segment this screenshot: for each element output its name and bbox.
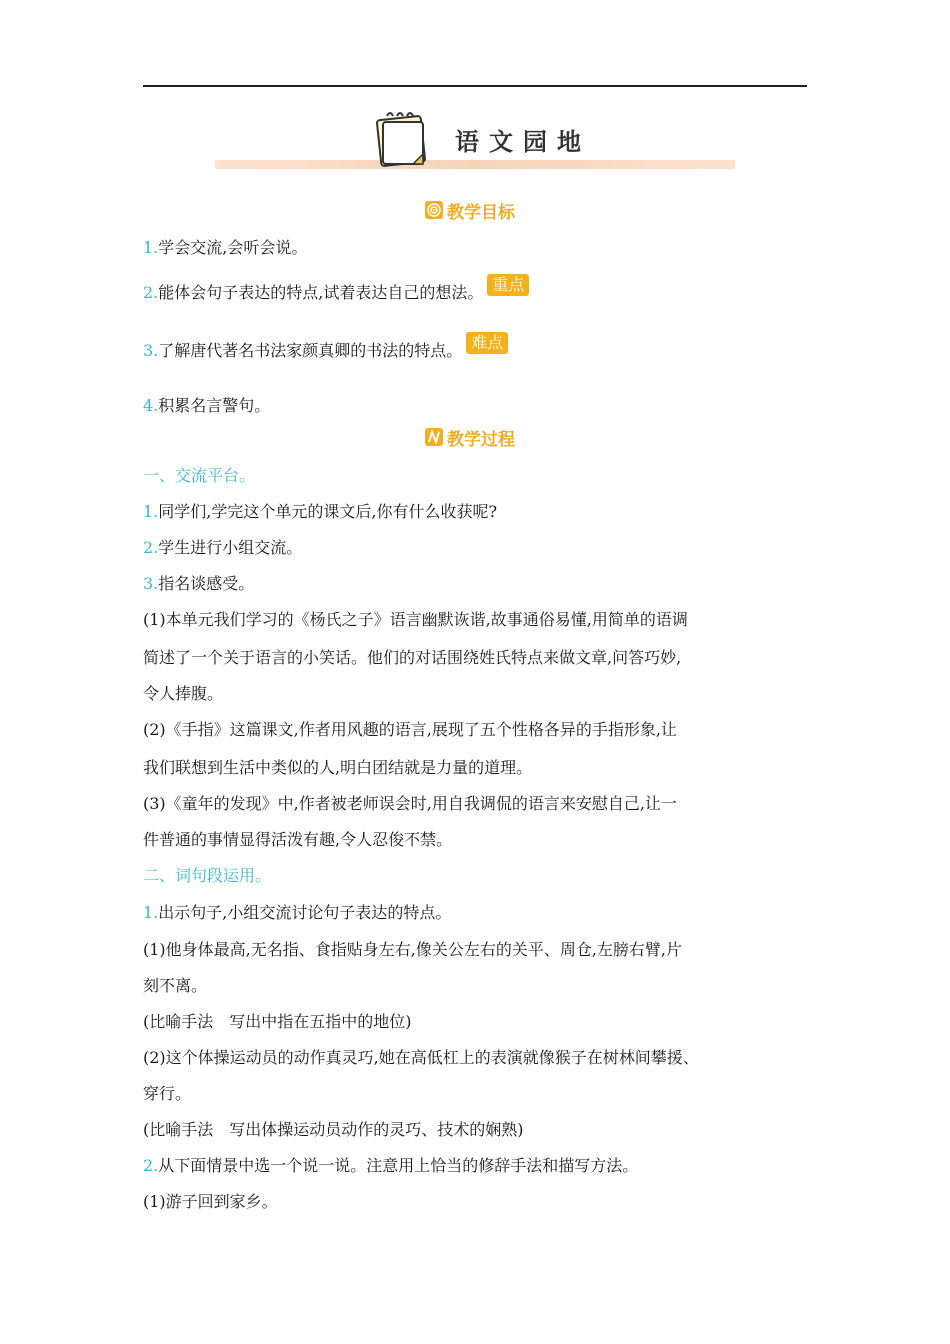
key-point-badge: 重点 <box>487 274 529 296</box>
part2-q2: 2.从下面情景中选一个说一说。注意用上恰当的修辞手法和描写方法。 <box>143 1156 639 1175</box>
goal-item-3: 3.了解唐代著名书法家颜真卿的书法的特点。 难点 <box>143 340 508 362</box>
goal-item-1: 1.学会交流,会听会说。 <box>143 238 308 257</box>
part1-title: 一、交流平台。 <box>143 466 256 485</box>
part2-s2-line2: 穿行。 <box>143 1084 192 1103</box>
part1-p1-line2: 简述了一个关于语言的小笑话。他们的对话围绕姓氏特点来做文章,问答巧妙, <box>143 648 682 667</box>
part1-q2: 2.学生进行小组交流。 <box>143 538 303 557</box>
part2-s1-line2: 刻不离。 <box>143 976 208 995</box>
page-title: 语文园地 <box>455 128 591 156</box>
title-underline <box>215 160 735 169</box>
process-heading-text: 教学过程 <box>447 429 515 450</box>
part2-s2-line1: (2)这个体操运动员的动作真灵巧,她在高低杠上的表演就像猴子在树林间攀援、 <box>143 1048 699 1067</box>
notepad-icon <box>375 110 431 168</box>
process-heading <box>425 425 515 449</box>
goals-heading-text: 教学目标 <box>447 202 515 223</box>
part1-p1-line3: 令人捧腹。 <box>143 684 224 703</box>
part1-p2-line2: 我们联想到生活中类似的人,明白团结就是力量的道理。 <box>143 758 533 777</box>
part2-q1: 1.出示句子,小组交流讨论句子表达的特点。 <box>143 903 452 922</box>
difficulty-badge: 难点 <box>466 332 508 354</box>
part1-p3-line2: 件普通的事情显得活泼有趣,令人忍俊不禁。 <box>143 830 453 849</box>
target-icon <box>425 201 443 219</box>
part2-s1-note: (比喻手法 写出中指在五指中的地位) <box>143 1012 412 1031</box>
goal-item-4: 4.积累名言警句。 <box>143 396 271 415</box>
part1-q3: 3.指名谈感受。 <box>143 574 255 593</box>
goals-heading <box>425 198 515 222</box>
process-icon <box>425 428 443 446</box>
part2-sub1: (1)游子回到家乡。 <box>143 1192 278 1211</box>
part2-s1-line1: (1)他身体最高,无名指、食指贴身左右,像关公左右的关平、周仓,左膀右臂,片 <box>143 940 683 959</box>
title-banner <box>215 110 735 172</box>
part1-p2-line1: (2)《手指》这篇课文,作者用风趣的语言,展现了五个性格各异的手指形象,让 <box>143 720 677 739</box>
part1-p1-line1: (1)本单元我们学习的《杨氏之子》语言幽默诙谐,故事通俗易懂,用简单的语调 <box>143 610 688 629</box>
part2-s2-note: (比喻手法 写出体操运动员动作的灵巧、技术的娴熟) <box>143 1120 524 1139</box>
part2-title: 二、词句段运用。 <box>143 866 272 885</box>
header-rule <box>143 85 807 87</box>
part1-p3-line1: (3)《童年的发现》中,作者被老师误会时,用自我调侃的语言来安慰自己,让一 <box>143 794 677 813</box>
part1-q1: 1.同学们,学完这个单元的课文后,你有什么收获呢? <box>143 502 498 521</box>
goal-item-2: 2.能体会句子表达的特点,试着表达自己的想法。 重点 <box>143 282 529 304</box>
